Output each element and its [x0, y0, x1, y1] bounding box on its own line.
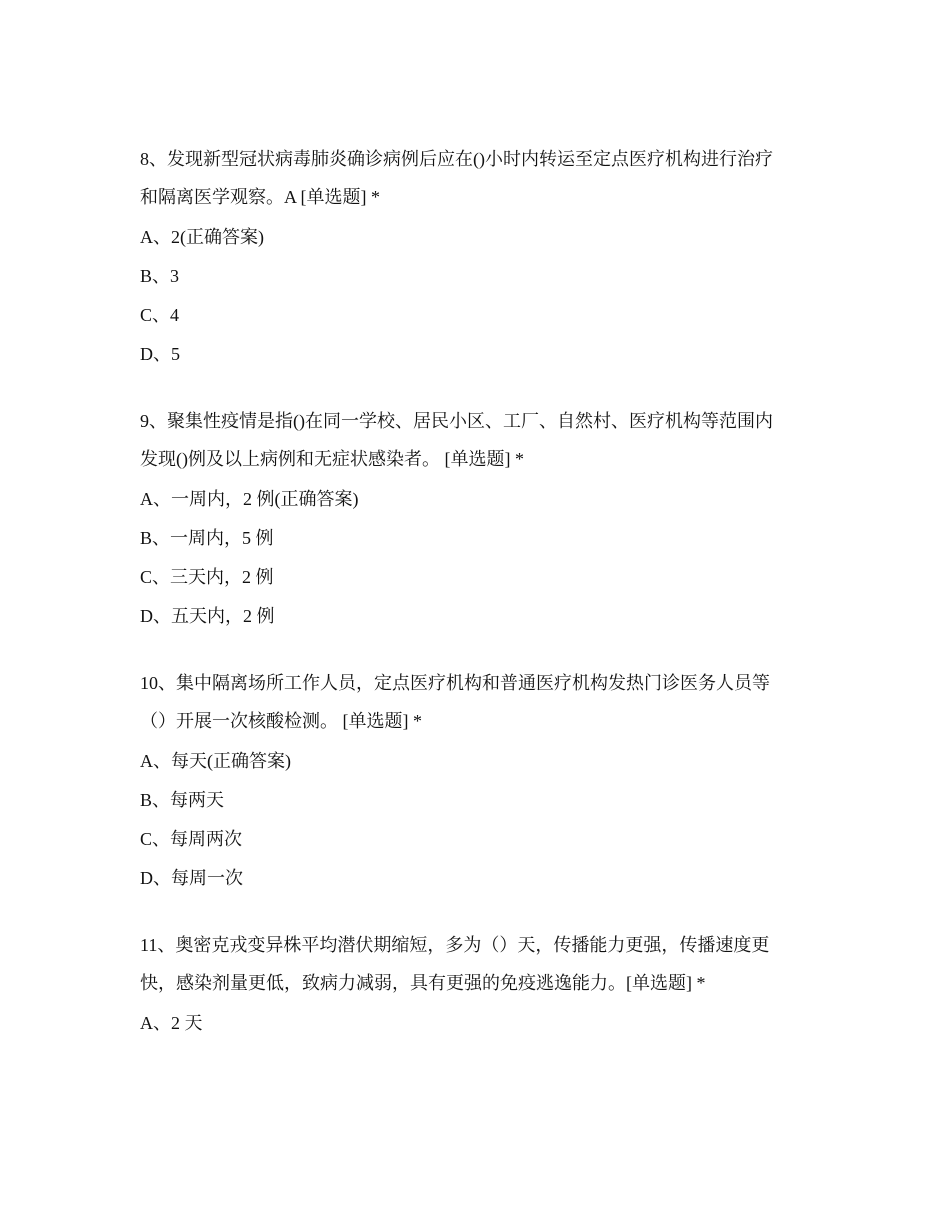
question-text: 9、聚集性疫情是指()在同一学校、居民小区、工厂、自然村、医疗机构等范围内 — [140, 411, 773, 431]
option-list — [140, 480, 800, 636]
option-a: A、2(正确答案) — [140, 227, 264, 247]
option-list — [140, 1004, 800, 1043]
option-list — [140, 742, 800, 898]
question-9 — [140, 402, 800, 636]
question-text: 8、发现新型冠状病毒肺炎确诊病例后应在()小时内转运至定点医疗机构进行治疗 — [140, 149, 773, 169]
question-text: 快，感染剂量更低，致病力减弱，具有更强的免疫逃逸能力。[单选题] * — [140, 973, 706, 993]
question-10 — [140, 664, 800, 898]
question-text: 11、奥密克戎变异株平均潜伏期缩短，多为（）天，传播能力更强，传播速度更 — [140, 935, 770, 955]
question-text: 10、集中隔离场所工作人员，定点医疗机构和普通医疗机构发热门诊医务人员等 — [140, 673, 770, 693]
option-b: B、每两天 — [140, 790, 225, 810]
option-b: B、一周内，5 例 — [140, 528, 274, 548]
option-a: A、一周内，2 例(正确答案) — [140, 489, 359, 509]
question-text: 发现()例及以上病例和无症状感染者。 [单选题] * — [140, 449, 524, 469]
option-d: D、5 — [140, 344, 180, 364]
option-a: A、每天(正确答案) — [140, 751, 291, 771]
option-a: A、2 天 — [140, 1013, 203, 1033]
question-8 — [140, 140, 800, 374]
option-c: C、每周两次 — [140, 829, 243, 849]
option-c: C、4 — [140, 305, 180, 325]
question-text: 和隔离医学观察。A [单选题] * — [140, 187, 380, 207]
option-d: D、每周一次 — [140, 868, 243, 888]
option-c: C、三天内，2 例 — [140, 567, 274, 587]
option-b: B、3 — [140, 266, 180, 286]
question-11 — [140, 926, 800, 1043]
option-d: D、五天内，2 例 — [140, 606, 275, 626]
question-text: （）开展一次核酸检测。 [单选题] * — [140, 711, 422, 731]
option-list — [140, 218, 800, 374]
document-page — [140, 140, 800, 1071]
